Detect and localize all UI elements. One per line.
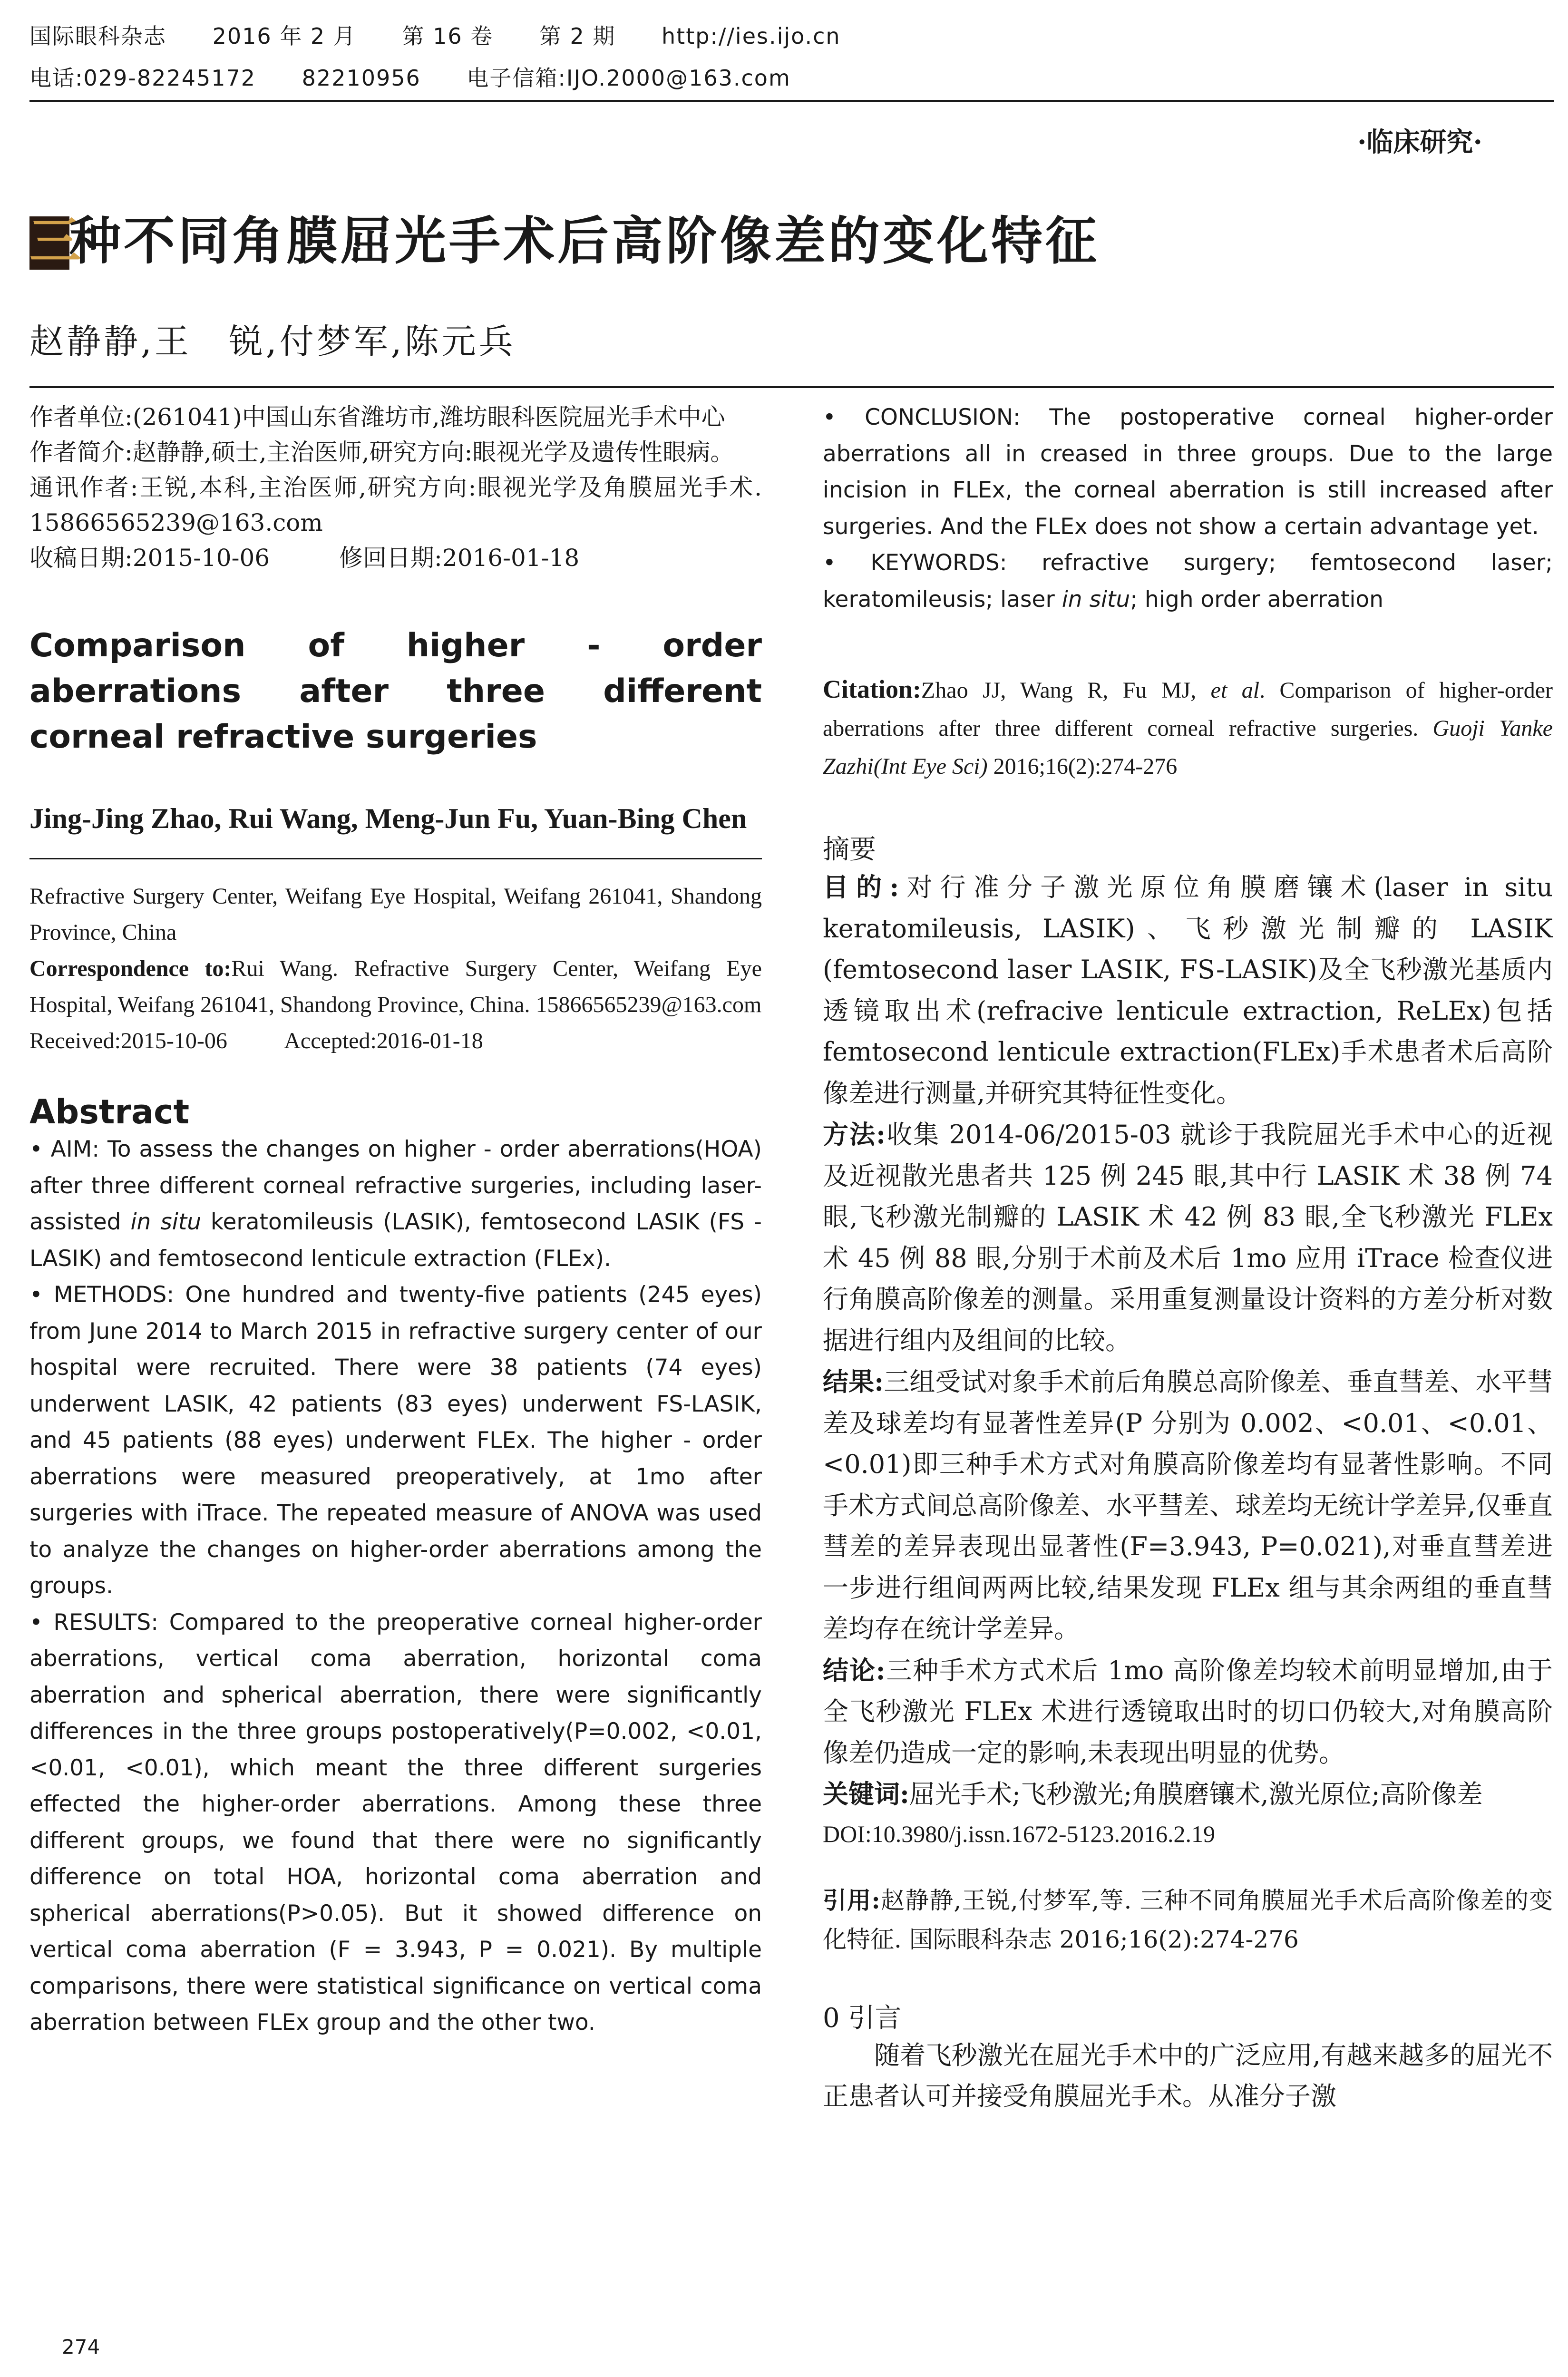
article-title-en: Comparison of higher - order aberrations after three different corneal refractive surgeries [29,627,762,756]
abstract-cn-results [823,1361,1553,1650]
doi[interactable]: DOI:10.3980/j.issn.1672-5123.2016.2.19 [823,1820,1215,1847]
issue: 第 2 期 [539,23,616,49]
abstract-cn-methods [823,1114,1553,1361]
title-rest: 种不同角膜屈光手术后高阶像差的变化特征 [69,211,1100,271]
correspondence [29,951,762,1023]
abstract-heading-cn: 摘要 [823,834,876,865]
email[interactable]: 电子信箱:IJO.2000@163.com [467,65,791,91]
abstract-keywords [823,545,1553,618]
header-rule [29,100,1554,102]
keywords-text-b: ; high order aberration [1130,586,1383,613]
conclusion-text-cn: 三种手术方式术后 1mo 高阶像差均较术前明显增加,由于全飞秒激光 FLEx 术进行透镜取出时的切口仍较大,对角膜高阶像差仍造成一定的影响,未表现出明显的优势。 [823,1655,1553,1768]
section-tag: ·临床研究· [1357,127,1482,158]
volume: 第 16 卷 [402,23,494,49]
citation-text-cn: 赵静静,王锐,付梦军,等. 三种不同角膜屈光手术后高阶像差的变化特征. 国际眼科杂志 2016;16(2):274-276 [823,1886,1553,1953]
aim-text-a: • AIM: To assess the changes on higher - order aberrations(HOA) after three different corneal refractive surgeries, including laser-assisted [29,1136,762,1235]
intro-text: 随着飞秒激光在屈光手术中的广泛应用,有越来越多的屈光不正患者认可并接受角膜屈光手术。从准分子激 [823,2040,1553,2111]
abstract-aim [29,1131,762,1277]
affiliation [29,878,762,1059]
conclusion-label-cn: 结论: [823,1655,886,1685]
journal-header-line2 [29,61,829,92]
title-rule [29,386,1554,388]
received-date-en: Received:2015-10-06 [29,1028,227,1053]
citation-en [823,670,1553,786]
title-first-char: 三 [29,211,84,271]
received-date-cn: 收稿日期:2015-10-06 [29,544,270,572]
dates-en [29,1023,762,1059]
citation-authors: Zhao JJ, Wang R, Fu MJ, [921,678,1211,703]
phone: 电话:029-82245172 [29,65,256,91]
methods-label-cn: 方法: [823,1119,886,1150]
revised-date-cn: 修回日期:2016-01-18 [339,544,580,572]
citation-etal: et al [1210,678,1260,703]
journal-header-line1 [29,19,879,50]
citation-label: Citation: [823,675,921,703]
correspondence-text: Rui Wang. Refractive Surgery Center, Weifang Eye Hospital, Weifang 261041, Shandong Province, China. 15866565239@163.com [29,956,762,1017]
abstract-cn-aim [823,867,1553,1114]
citation-journal: Guoji Yanke Zazhi(Int Eye Sci) [823,716,1553,779]
citation-volume: 2016;16(2):274-276 [987,754,1178,779]
citation-label-cn: 引用: [823,1886,880,1914]
author-intro: 作者简介:赵静静,硕士,主治医师,研究方向:眼视光学及遗传性眼病。 [29,438,734,466]
journal-name: 国际眼科杂志 [29,23,166,49]
abstract-body-continued [823,399,1553,618]
abstract-cn [823,867,1553,1815]
aim-text-b: keratomileusis (LASIK), femtosecond LASIK (FS - LASIK) and femtosecond lenticule extraction (FLEx). [29,1209,762,1272]
keywords-label-cn: 关键词: [823,1779,909,1809]
abstract-cn-keywords [823,1773,1553,1815]
authors-cn: 赵静静,王 锐,付梦军,陈元兵 [29,321,516,361]
authors-en: Jing-Jing Zhao, Rui Wang, Meng-Jun Fu, Yuan-Bing Chen [29,803,747,834]
citation-title: . Comparison of higher-order aberrations after three different corneal refractive surgeries. [823,678,1553,741]
intro-heading: 0 引言 [823,2002,902,2034]
abstract-results: • RESULTS: Compared to the preoperative corneal higher-order aberrations, vertical coma aberration, horizontal coma aberration and spherical aberration, there were significantly differences in the three groups postoperatively(P=0.002, <0.01, <0.01, <0.01), which meant the three different surgeries effected the higher-order aberrations. Among these three different groups, we found that there were no significantly difference on total HOA, horizontal coma aberration and spherical aberrations(P>0.05). But it showed difference on vertical coma aberration (F = 3.943, P = 0.021). By multiple comparisons, there were statistical significance on vertical coma aberration between FLEx group and the other two. [29,1609,762,2036]
results-label-cn: 结果: [823,1366,884,1397]
correspondence-label: Correspondence to: [29,956,232,981]
corresponding-author-cn: 通讯作者:王锐,本科,主治医师,研究方向:眼视光学及角膜屈光手术. 15866565239@163.com [29,474,762,536]
phone-2: 82210956 [302,65,421,91]
keywords-text-a: • KEYWORDS: refractive surgery; femtosecond laser; keratomileusis; laser [823,550,1553,613]
right-column [823,399,1553,2117]
author-info-cn [29,399,762,575]
authors-rule [29,858,762,859]
issue-date: 2016 年 2 月 [212,23,356,49]
accepted-date-en: Accepted:2016-01-18 [284,1028,483,1053]
aim-label-cn: 目的: [823,872,899,902]
affiliation-center: Refractive Surgery Center, Weifang Eye Hospital, Weifang 261041, Shandong Province, China [29,884,762,945]
citation-cn [823,1881,1553,1959]
abstract-conclusion: • CONCLUSION: The postoperative corneal higher-order aberrations all in creased in three groups. Due to the large incision in FLEx, the corneal aberration is still increased after surgeries. And the FLEx does not show a certain advantage yet. [823,404,1553,540]
journal-url[interactable]: http://ies.ijo.cn [662,23,841,49]
page-number: 274 [62,2335,100,2358]
abstract-cn-conclusion [823,1650,1553,1774]
abstract-body [29,1131,762,2041]
abstract-heading: Abstract [29,1092,190,1131]
left-column [29,399,762,2041]
aim-italic: in situ [130,1209,202,1235]
methods-text-cn: 收集 2014-06/2015-03 就诊于我院屈光手术中心的近视及近视散光患者共 125 例 245 眼,其中行 LASIK 术 38 例 74 眼,飞秒激光制瓣的 LASIK 术 42 例 83 眼,全飞秒激光 FLEx 术 45 例 88 眼,分别于术前及术后 1mo 应用 iTrace 检查仪进行角膜高阶像差的测量。采用重复测量设计资料的方差分析对数据进行组内及组间的比较。 [823,1120,1553,1355]
keywords-italic: in situ [1062,586,1130,613]
article-title-cn [29,200,1100,273]
author-unit: 作者单位:(261041)中国山东省潍坊市,潍坊眼科医院屈光手术中心 [29,403,725,431]
abstract-methods: • METHODS: One hundred and twenty-five patients (245 eyes) from June 2014 to March 2015 in refractive surgery center of our hospital were recruited. There were 38 patients (74 eyes) underwent LASIK, 42 patients (83 eyes) underwent FS-LASIK, and 45 patients (88 eyes) underwent FLEx. The higher - order aberrations were measured preoperatively, at 1mo after surgeries with iTrace. The repeated measure of ANOVA was used to analyze the changes on higher-order aberrations among the groups. [29,1282,762,1599]
aim-text-cn: 对行准分子激光原位角膜磨镶术(laser in situ keratomileusis, LASIK)、飞秒激光制瓣的 LASIK (femtosecond laser LASIK, FS-LASIK)及全飞秒激光基质内透镜取出术(refracive lenticule extraction, ReLEx)包括 femtosecond lenticule extraction(FLEx)手术患者术后高阶像差进行测量,并研究其特征性变化。 [823,872,1553,1108]
keywords-text-cn: 屈光手术;飞秒激光;角膜磨镶术,激光原位;高阶像差 [909,1779,1483,1809]
dates-cn [29,540,762,575]
results-text-cn: 三组受试对象手术前后角膜总高阶像差、垂直彗差、水平彗差及球差均有显著性差异(P 分别为 0.002、<0.01、<0.01、<0.01)即三种手术方式对角膜高阶像差均有显著性影响。不同手术方式间总高阶像差、水平彗差、球差均无统计学差异,仅垂直彗差的差异表现出显著性(F=3.943, P=0.021),对垂直彗差进一步进行组间两两比较,结果发现 FLEx 组与其余两组的垂直彗差均存在统计学差异。 [823,1367,1553,1644]
